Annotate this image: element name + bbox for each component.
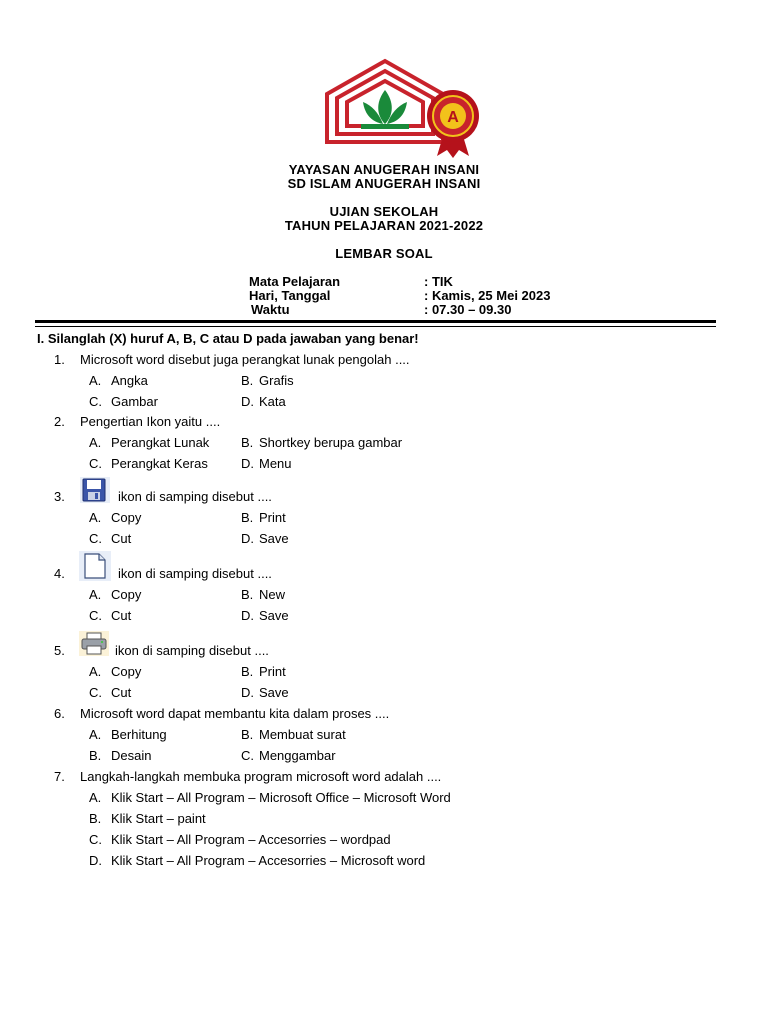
option-c: C. Cut xyxy=(89,685,132,700)
question-number: 5. xyxy=(54,643,65,658)
info-label: Hari, Tanggal xyxy=(249,288,331,303)
leaf-emblem xyxy=(361,90,409,129)
option-c: C. Cut xyxy=(89,608,132,623)
question-number: 3. xyxy=(54,489,65,504)
info-label: Mata Pelajaran xyxy=(249,274,341,289)
exam-title: UJIAN SEKOLAH xyxy=(329,204,439,219)
info-value: : 07.30 – 09.30 xyxy=(424,302,512,317)
option-b: B. Print xyxy=(241,664,286,679)
info-value: : TIK xyxy=(424,274,453,289)
divider-thick xyxy=(35,320,716,323)
save-icon xyxy=(80,477,110,503)
option-d: D. Kata xyxy=(241,394,286,409)
option-c: C. Gambar xyxy=(89,394,158,409)
school-logo xyxy=(325,58,490,158)
question-text: ikon di samping disebut .... xyxy=(115,643,269,658)
badge-letter: A xyxy=(447,109,459,126)
question-text: Microsoft word dapat membantu kita dalam proses .... xyxy=(80,706,390,721)
info-value: : Kamis, 25 Mei 2023 xyxy=(424,288,551,303)
option-b: B. New xyxy=(241,587,286,602)
option-c: B. Desain xyxy=(89,748,152,763)
option-d: D. Klik Start – All Program – Accesorries – Microsoft word xyxy=(89,853,426,868)
question-text: Pengertian Ikon yaitu .... xyxy=(80,414,221,429)
question-number: 6. xyxy=(54,706,65,721)
school-name: SD ISLAM ANUGERAH INSANI xyxy=(287,176,481,191)
option-d: C. Menggambar xyxy=(241,748,336,763)
info-label: Waktu xyxy=(251,302,290,317)
divider-thin xyxy=(35,326,716,327)
option-a: A. Klik Start – All Program – Microsoft Office – Microsoft Word xyxy=(89,790,451,805)
option-c: C. Klik Start – All Program – Accesorries – wordpad xyxy=(89,832,391,847)
option-a: A. Perangkat Lunak xyxy=(89,435,210,450)
option-b: B. Grafis xyxy=(241,373,294,388)
option-b: B. Shortkey berupa gambar xyxy=(241,435,403,450)
option-d: D. Save xyxy=(241,531,289,546)
option-b: B. Print xyxy=(241,510,286,525)
option-a: A. Berhitung xyxy=(89,727,167,742)
option-b: B. Klik Start – paint xyxy=(89,811,206,826)
option-c: C. Perangkat Keras xyxy=(89,456,208,471)
option-d: D. Menu xyxy=(241,456,292,471)
question-text: Microsoft word disebut juga perangkat lunak pengolah .... xyxy=(80,352,410,367)
option-d: D. Save xyxy=(241,608,289,623)
sheet-title: LEMBAR SOAL xyxy=(335,246,433,261)
option-a: A. Copy xyxy=(89,587,142,602)
option-b: B. Membuat surat xyxy=(241,727,346,742)
option-c: C. Cut xyxy=(89,531,132,546)
question-text: Langkah-langkah membuka program microsoft word adalah .... xyxy=(80,769,442,784)
question-text: ikon di samping disebut .... xyxy=(118,489,272,504)
question-number: 2. xyxy=(54,414,65,429)
option-a: A. Copy xyxy=(89,510,142,525)
section-instruction: I. Silanglah (X) huruf A, B, C atau D pada jawaban yang benar! xyxy=(37,331,419,346)
printer-icon xyxy=(79,631,109,656)
option-a: A. Copy xyxy=(89,664,142,679)
new-document-icon xyxy=(79,551,111,581)
option-d: D. Save xyxy=(241,685,289,700)
option-a: A. Angka xyxy=(89,373,148,388)
question-number: 4. xyxy=(54,566,65,581)
question-number: 1. xyxy=(54,352,65,367)
academic-year: TAHUN PELAJARAN 2021-2022 xyxy=(284,218,484,233)
foundation-name: YAYASAN ANUGERAH INSANI xyxy=(288,162,480,177)
question-text: ikon di samping disebut .... xyxy=(118,566,272,581)
question-number: 7. xyxy=(54,769,65,784)
